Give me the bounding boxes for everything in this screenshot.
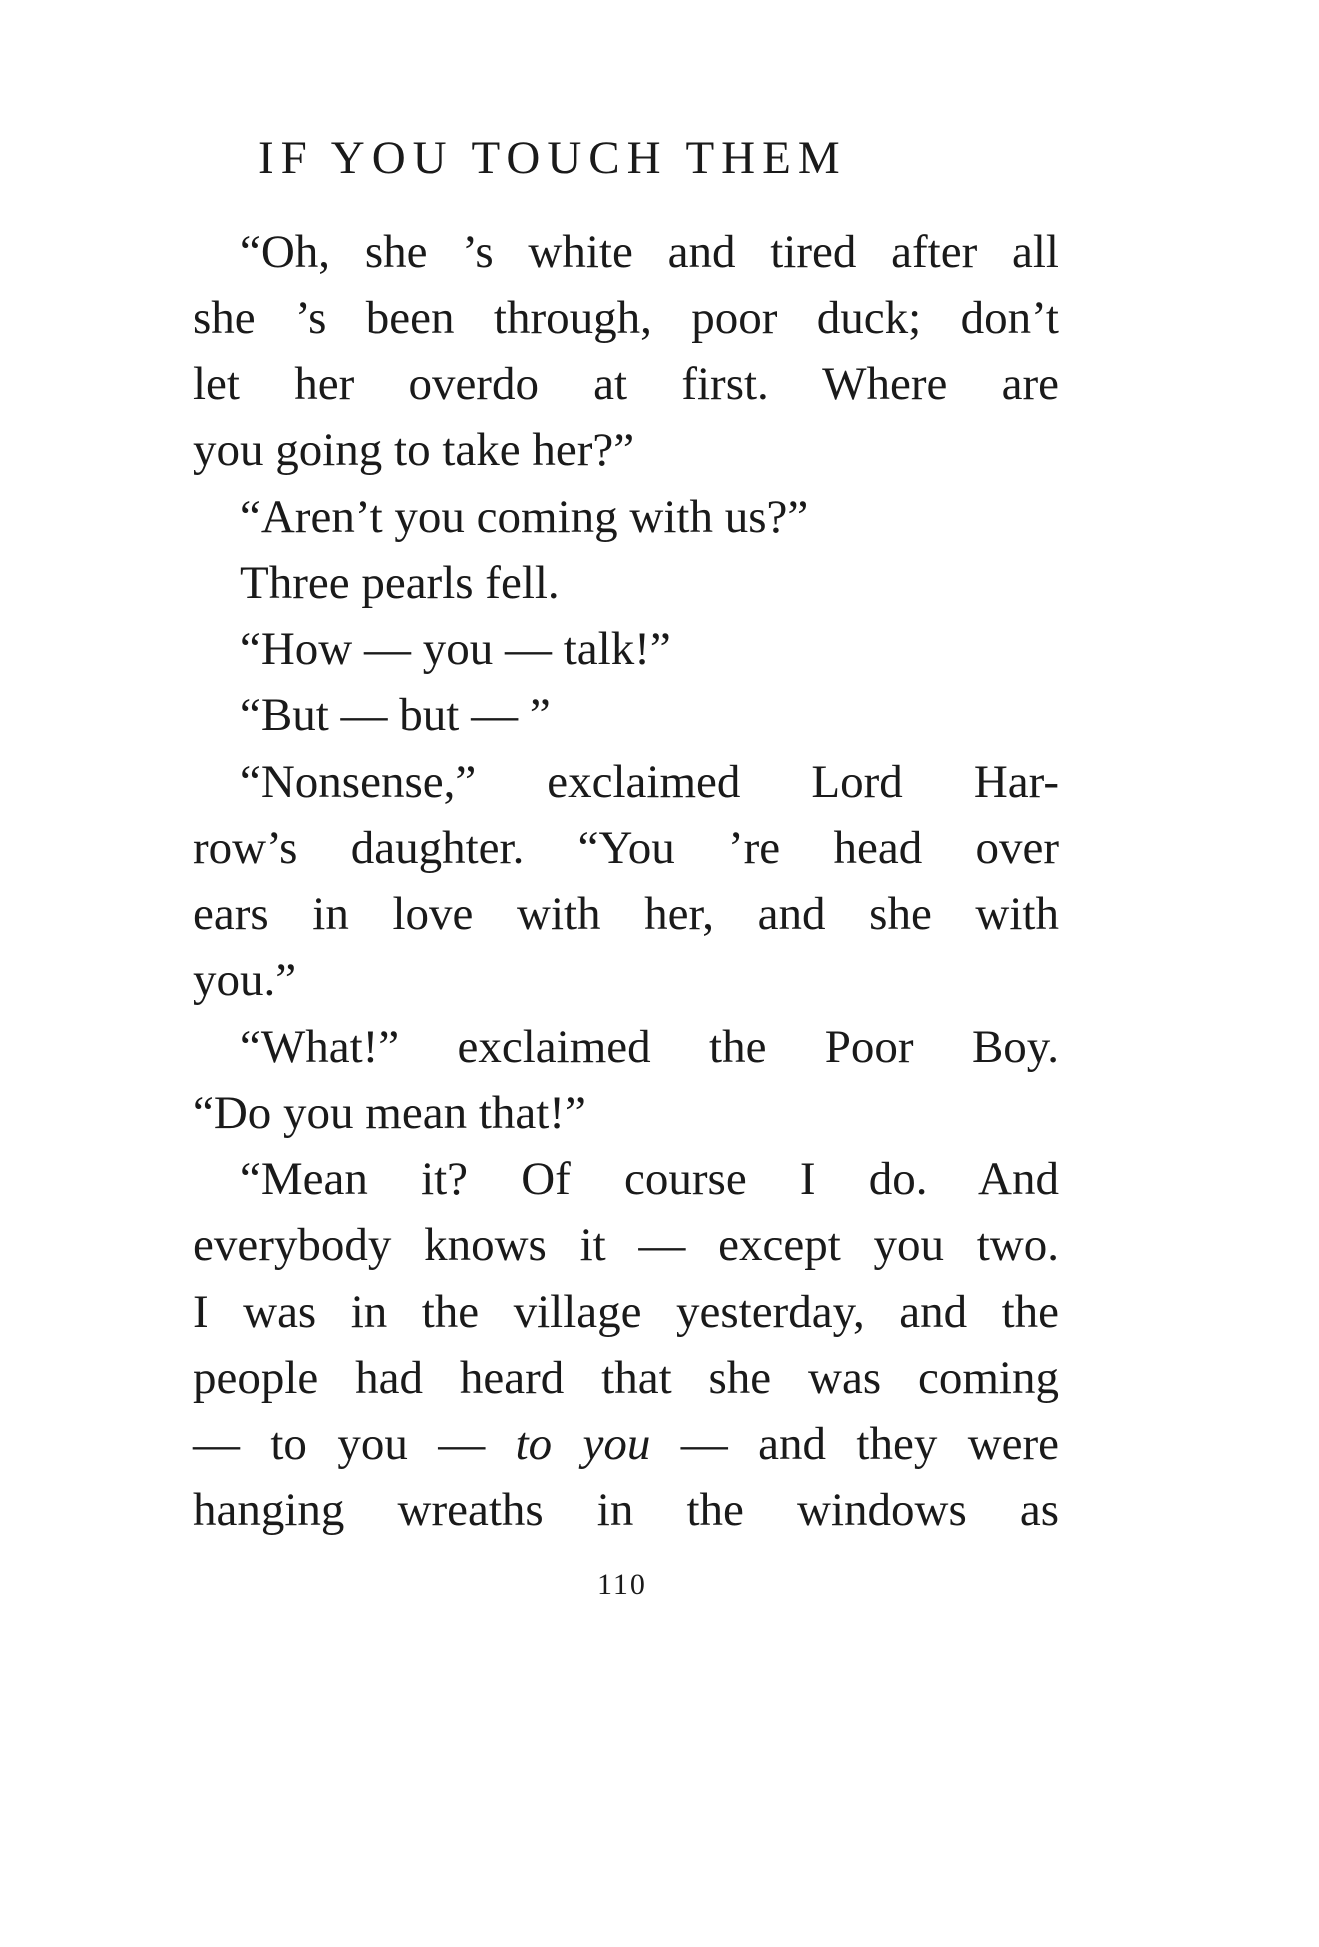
running-head: IF YOU TOUCH THEM xyxy=(258,132,847,184)
text-line: row’s daughter. “You ’re head over xyxy=(193,822,1059,874)
text-line: “Mean it? Of course I do. And xyxy=(240,1153,1059,1205)
text-line: she ’s been through, poor duck; don’t xyxy=(193,292,1059,344)
text-line: “Do you mean that!” xyxy=(193,1087,586,1139)
text-line: people had heard that she was coming xyxy=(193,1352,1059,1404)
text-line: I was in the village yesterday, and the xyxy=(193,1286,1059,1338)
text-line: you.” xyxy=(193,954,297,1006)
text-line: ears in love with her, and she with xyxy=(193,888,1059,940)
text-line: “What!” exclaimed the Poor Boy. xyxy=(240,1021,1059,1073)
text-line: hanging wreaths in the windows as xyxy=(193,1484,1059,1536)
text-segment: — to you — xyxy=(193,1418,486,1470)
text-line: Three pearls fell. xyxy=(240,557,560,609)
italic-emphasis: to you xyxy=(515,1418,651,1470)
text-line: “Aren’t you coming with us?” xyxy=(240,491,809,543)
text-line: “But — but — ” xyxy=(240,689,551,741)
text-line: let her overdo at first. Where are xyxy=(193,358,1059,410)
text-line: “How — you — talk!” xyxy=(240,623,671,675)
text-line: you going to take her?” xyxy=(193,424,635,476)
text-line: “Oh, she ’s white and tired after all xyxy=(240,226,1059,278)
text-line: everybody knows it — except you two. xyxy=(193,1219,1059,1271)
page-number: 110 xyxy=(597,1568,647,1601)
text-line: “Nonsense,” exclaimed Lord Har- xyxy=(240,756,1059,808)
text-line xyxy=(193,1414,1059,1474)
text-segment: — and they were xyxy=(680,1418,1060,1470)
